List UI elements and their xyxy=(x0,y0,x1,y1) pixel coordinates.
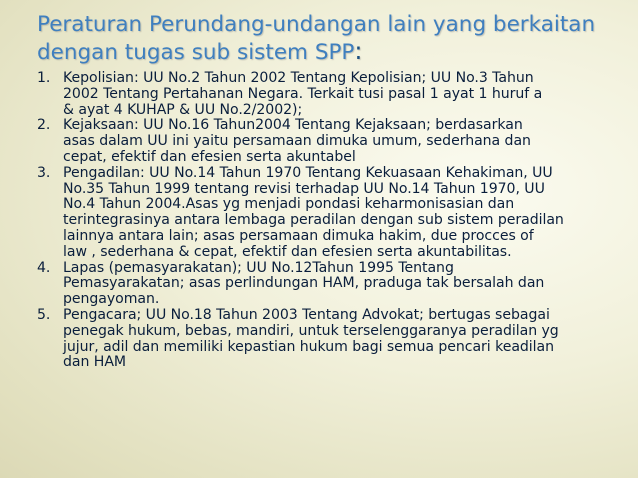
item-line: Pengadilan: UU No.14 Tahun 1970 Tentang Kekuasaan Kehakiman, UU xyxy=(63,164,553,181)
item-number: 4. xyxy=(37,259,51,276)
item-number: 1. xyxy=(37,70,51,86)
item-line: Kejaksaan: UU No.16 Tahun2004 Tentang Kejaksaan; berdasarkan xyxy=(63,117,523,134)
list-item-kepolisian xyxy=(37,71,637,118)
item-line: 2002 Tentang Pertahanan Negara. Terkait tusi pasal 1 ayat 1 huruf a xyxy=(63,85,543,102)
item-number: 3. xyxy=(37,164,51,181)
list-item-lapas xyxy=(37,261,637,308)
list-item-kejaksaan xyxy=(37,118,637,165)
title-line-1: Peraturan Perundang-undangan lain yang berkaitan xyxy=(37,12,596,37)
item-line: Lapas (pemasyarakatan); UU No.12Tahun 1995 Tentang xyxy=(63,259,454,276)
item-line: & ayat 4 KUHAP & UU No.2/2002); xyxy=(63,101,303,118)
item-line: penegak hukum, bebas, mandiri, untuk terselenggaranya peradilan yg xyxy=(63,322,559,339)
item-line: lainnya antara lain; asas persamaan dimuka hakim, due procces of xyxy=(63,227,534,244)
list-item-pengadilan xyxy=(37,166,637,261)
item-line: jujur, adil dan memiliki kepastian hukum bagi semua pencari keadilan xyxy=(63,338,555,355)
list-item-pengacara xyxy=(37,308,637,371)
item-line: dan HAM xyxy=(63,354,127,371)
item-line: pengayoman. xyxy=(63,291,160,308)
item-line: No.35 Tahun 1999 tentang revisi terhadap UU No.14 Tahun 1970, UU xyxy=(63,180,545,197)
item-line: asas dalam UU ini yaitu persamaan dimuka umum, sederhana dan xyxy=(63,133,531,150)
item-line: Pemasyarakatan; asas perlindungan HAM, praduga tak bersalah dan xyxy=(63,275,545,292)
regulation-list xyxy=(37,71,637,371)
item-number: 5. xyxy=(37,306,51,323)
item-line: cepat, efektif dan efesien serta akuntabel xyxy=(63,148,356,165)
item-line: Kepolisian: UU No.2 Tahun 2002 Tentang Kepolisian; UU No.3 Tahun xyxy=(63,70,534,86)
item-line: terintegrasinya antara lembaga peradilan dengan sub sistem peradilan xyxy=(63,212,564,229)
slide-title xyxy=(37,12,627,66)
title-line-2: dengan tugas sub sistem SPP xyxy=(37,40,355,65)
item-line: Pengacara; UU No.18 Tahun 2003 Tentang Advokat; bertugas sebagai xyxy=(63,306,550,323)
item-line: law , sederhana & cepat, efektif dan efesien serta akuntabilitas. xyxy=(63,243,512,260)
item-line: No.4 Tahun 2004.Asas yg menjadi pondasi keharmonisasian dan xyxy=(63,196,515,213)
title-colon: : xyxy=(354,37,363,65)
item-number: 2. xyxy=(37,117,51,134)
